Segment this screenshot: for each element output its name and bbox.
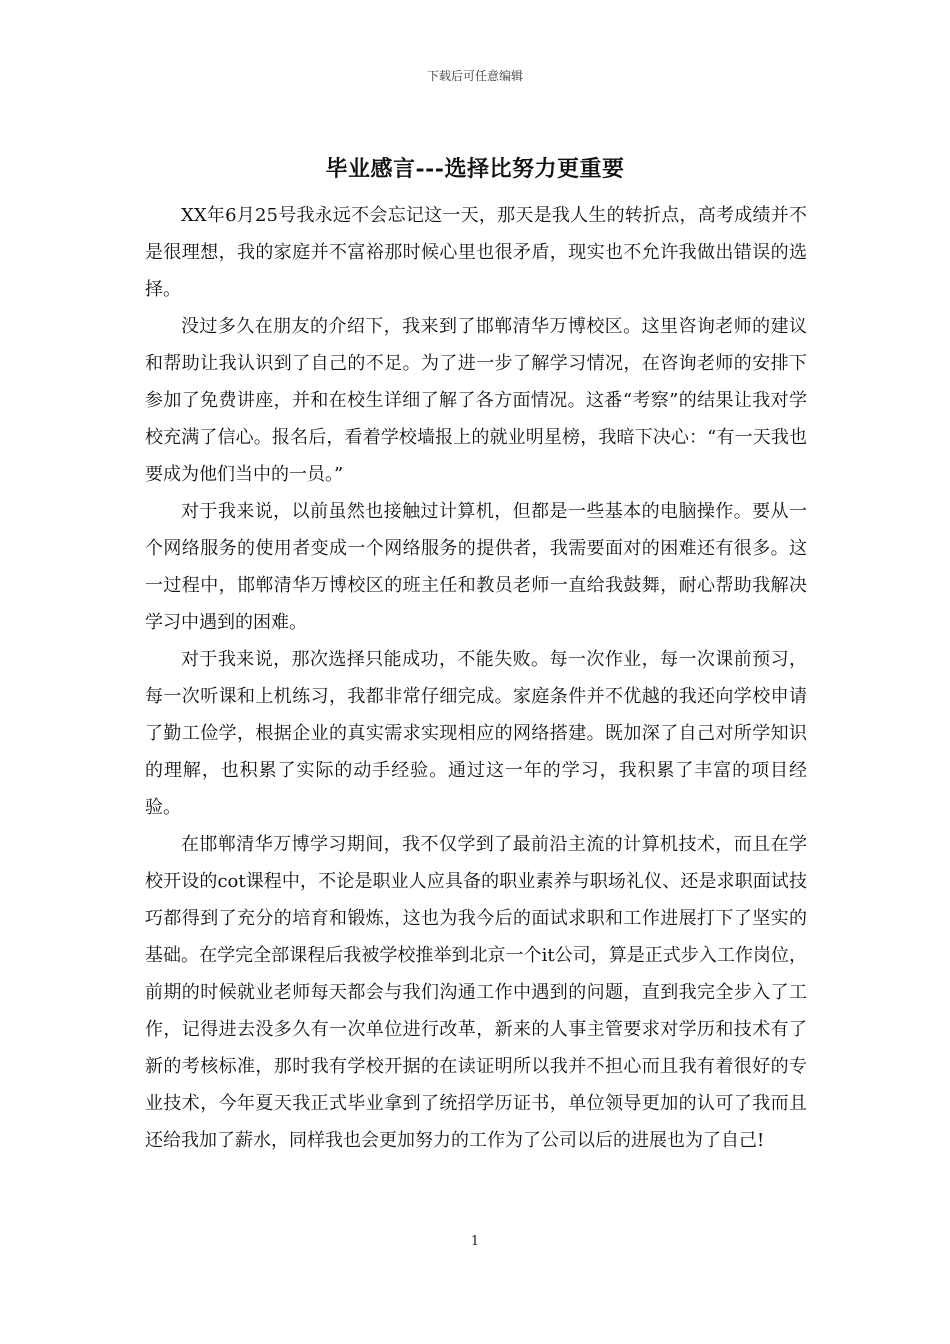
document-title: 毕业感言---选择比努力更重要 bbox=[325, 156, 625, 182]
paragraph: 没过多久在朋友的介绍下，我来到了邯郸清华万博校区。这里咨询老师的建议和帮助让我认识到了自己的不足。为了进一步了解学习情况，在咨询老师的安排下参加了免费讲座，并和在校生详细了解了各方面情况。这番“考察”的结果让我对学校充满了信心。报名后，看着学校墙报上的就业明星榜，我暗下决心：“有一天我也要成为他们当中的一员。” bbox=[145, 316, 807, 485]
paragraph: 对于我来说，以前虽然也接触过计算机，但都是一些基本的电脑操作。要从一个网络服务的使用者变成一个网络服务的提供者，我需要面对的困难还有很多。这一过程中，邯郸清华万博校区的班主任和教员老师一直给我鼓舞，耐心帮助我解决学习中遇到的困难。 bbox=[145, 501, 807, 633]
paragraph: XX年6月25号我永远不会忘记这一天，那天是我人生的转折点，高考成绩并不是很理想，我的家庭并不富裕那时候心里也很矛盾，现实也不允许我做出错误的选择。 bbox=[145, 205, 807, 300]
paragraph: 对于我来说，那次选择只能成功，不能失败。每一次作业，每一次课前预习，每一次听课和上机练习，我都非常仔细完成。家庭条件并不优越的我还向学校申请了勤工俭学，根据企业的真实需求实现相应的网络搭建。既加深了自己对所学知识的理解，也积累了实际的动手经验。通过这一年的学习，我积累了丰富的项目经验。 bbox=[145, 649, 807, 818]
paragraph: 在邯郸清华万博学习期间，我不仅学到了最前沿主流的计算机技术，而且在学校开设的cot课程中，不论是职业人应具备的职业素养与职场礼仪、还是求职面试技巧都得到了充分的培育和锻炼，这也为我今后的面试求职和工作进展打下了坚实的基础。在学完全部课程后我被学校推举到北京一个it公司，算是正式步入工作岗位，前期的时候就业老师每天都会与我们沟通工作中遇到的问题，直到我完全步入了工作，记得进去没多久有一次单位进行改革，新来的人事主管要求对学历和技术有了新的考核标准，那时我有学校开据的在读证明所以我并不担心而且我有着很好的专业技术，今年夏天我正式毕业拿到了统招学历证书，单位领导更加的认可了我而且还给我加了薪水，同样我也会更加努力的工作为了公司以后的进展也为了自己! bbox=[145, 834, 807, 1151]
page-number: 1 bbox=[470, 1234, 480, 1249]
header-note: 下载后可任意编辑 bbox=[426, 69, 523, 83]
document-body bbox=[145, 197, 807, 1159]
